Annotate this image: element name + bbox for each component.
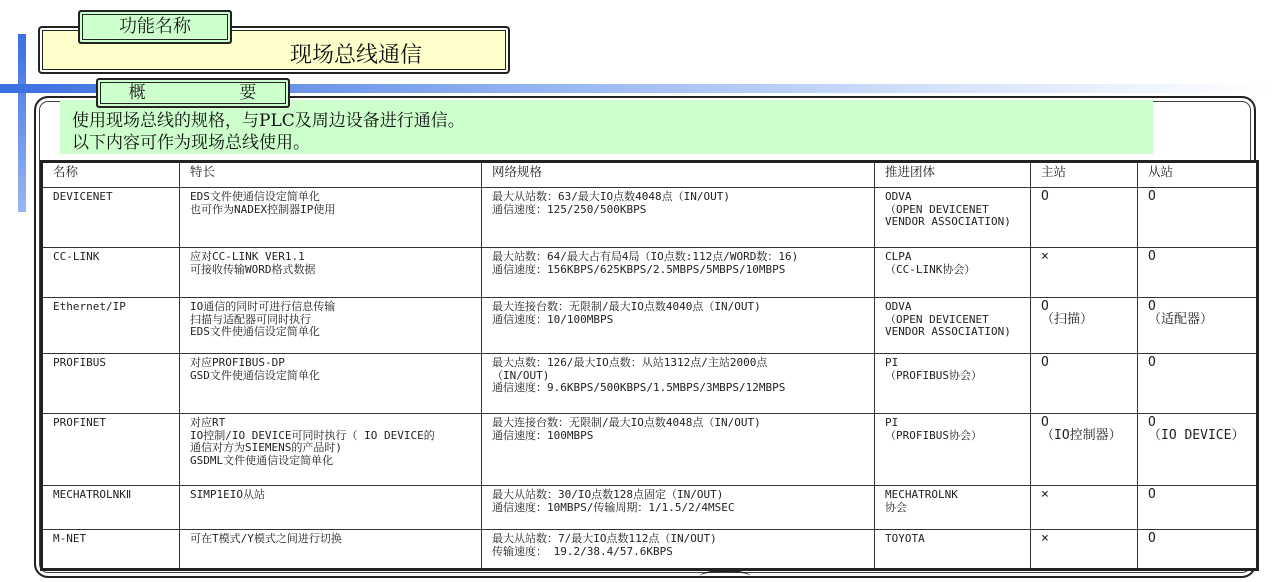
table-row [42,486,1258,530]
table-row [42,530,1258,570]
cell-slave: O [1138,248,1258,298]
table-row [42,248,1258,298]
cell-org: ODVA （OPEN DEVICENET VENDOR ASSOCIATION) [875,188,1031,248]
cell-org: PI （PROFIBUS协会） [875,414,1031,486]
cell-slave: O （适配器） [1138,298,1258,354]
cell-master: × [1031,486,1138,530]
cell-master: O （IO控制器） [1031,414,1138,486]
overview-tag-label-2: 要 [239,83,258,103]
table-header-row [42,162,1258,188]
cell-spec: 最大连接台数：无限制/最大IO点数4048点（IN/OUT) 通信速度：100MBPS [482,414,875,486]
cell-org: PI （PROFIBUS协会） [875,354,1031,414]
page-title: 现场总线通信 [290,43,423,68]
overview-line-1: 使用现场总线的规格，与PLC及周边设备进行通信。 [72,111,465,131]
cell-spec: 最大连接台数：无限制/最大IO点数4040点（IN/OUT) 通信速度：10/100MBPS [482,298,875,354]
cell-spec: 最大从站数：30/IO点数128点固定（IN/OUT) 通信速度：10MBPS/传输周期：1/1.5/2/4MSEC [482,486,875,530]
table-row [42,188,1258,248]
cell-slave: O [1138,354,1258,414]
table-row [42,298,1258,354]
cell-master: × [1031,530,1138,570]
cell-org: CLPA （CC-LINK协会） [875,248,1031,298]
header-slave: 从站 [1138,162,1258,188]
overview-tag [96,78,290,108]
cell-features: 对应PROFIBUS-DP GSD文件使通信设定简单化 [180,354,482,414]
cell-spec: 最大从站数：63/最大IO点数4048点（IN/OUT) 通信速度：125/250/500KBPS [482,188,875,248]
cell-name: CC-LINK [42,248,180,298]
cell-slave: O [1138,486,1258,530]
accent-bar-vertical [18,34,26,212]
cell-spec: 最大点数：126/最大IO点数：从站1312点/主站2000点 （IN/OUT) 通信速度：9.6KBPS/500KBPS/1.5MBPS/3MBPS/12MBPS [482,354,875,414]
header-spec: 网络规格 [482,162,875,188]
cell-name: DEVICENET [42,188,180,248]
cell-master: O （扫描） [1031,298,1138,354]
cell-spec: 最大站数：64/最大占有局4局（IO点数:112点/WORD数：16) 通信速度：156KBPS/625KBPS/2.5MBPS/5MBPS/10MBPS [482,248,875,298]
header-master: 主站 [1031,162,1138,188]
fieldbus-table [40,160,1259,571]
cell-features: IO通信的同时可进行信息传输 扫描与适配器可同时执行 EDS文件使通信设定简单化 [180,298,482,354]
cell-name: PROFINET [42,414,180,486]
cell-org: MECHATROLNK 协会 [875,486,1031,530]
header-features: 特长 [180,162,482,188]
cell-master: O [1031,354,1138,414]
cell-spec: 最大从站数：7/最大IO点数112点（IN/OUT) 传输速度： 19.2/38.4/57.6KBPS [482,530,875,570]
function-name-tag: 功能名称 [78,10,232,44]
cell-name: PROFIBUS [42,354,180,414]
cell-features: 可在T模式/Y模式之间进行切换 [180,530,482,570]
cell-slave: O [1138,188,1258,248]
cell-features: 对应RT IO控制/IO DEVICE可同时执行（ IO DEVICE的 通信对方为SIEMENS的产品时) GSDML文件使通信设定简单化 [180,414,482,486]
overview-line-2: 以下内容可作为现场总线使用。 [72,133,310,153]
cell-name: M-NET [42,530,180,570]
cell-slave: O [1138,530,1258,570]
header-name: 名称 [42,162,180,188]
cell-name: Ethernet/IP [42,298,180,354]
table-row [42,354,1258,414]
cell-features: 应对CC-LINK VER1.1 可接收传输WORD格式数据 [180,248,482,298]
header-org: 推进团体 [875,162,1031,188]
page-edge-mark [700,570,750,582]
cell-name: MECHATROLNKⅡ [42,486,180,530]
cell-master: O [1031,188,1138,248]
cell-master: × [1031,248,1138,298]
cell-features: EDS文件使通信设定简单化 也可作为NADEX控制器IP使用 [180,188,482,248]
table-row [42,414,1258,486]
overview-tag-label-1: 概 [128,83,147,103]
cell-org: ODVA （OPEN DEVICENET VENDOR ASSOCIATION) [875,298,1031,354]
cell-slave: O （IO DEVICE） [1138,414,1258,486]
cell-org: TOYOTA [875,530,1031,570]
cell-features: SIMP1EIO从站 [180,486,482,530]
